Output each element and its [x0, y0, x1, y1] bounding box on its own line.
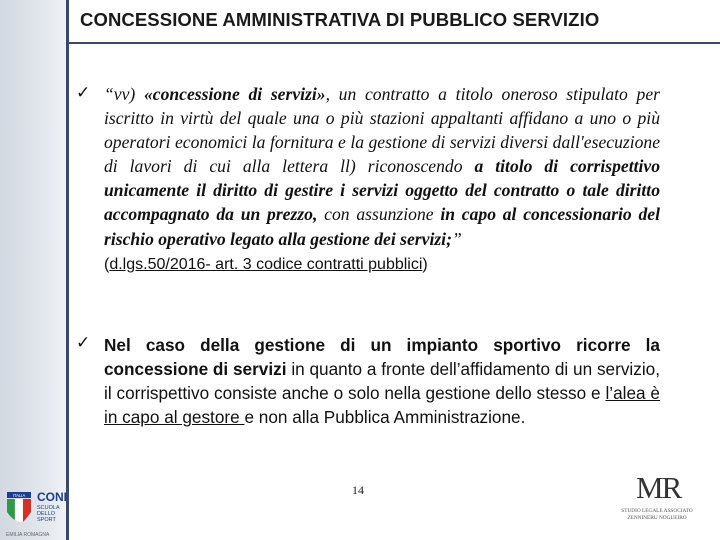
caption-line: ZENNINERU NOGUEIRO — [627, 515, 687, 521]
text-segment: in quanto a fronte dell’affidamento di un servizio, il corrispettivo consiste anche o solo nella gestione dello stesso e — [104, 359, 660, 404]
coni-subtitle-line: SCUOLA — [37, 505, 60, 511]
text-segment-emphasis: «concessione di servizi» — [143, 84, 326, 104]
checkmark-icon: ✓ — [76, 333, 91, 352]
coni-region: EMILIA ROMAGNA — [6, 532, 50, 538]
text-segment-underlined: l’alea è in capo al gestore — [104, 383, 660, 428]
law-firm-caption — [608, 508, 706, 522]
shield-label: ITALIA — [12, 492, 26, 498]
citation-link[interactable]: d.lgs.50/2016- art. 3 codice contratti pubblici — [109, 255, 423, 273]
frame-vertical-line — [66, 0, 69, 540]
bullet-text — [104, 333, 660, 429]
caption-line: STUDIO LEGALE ASSOCIATO — [621, 508, 693, 514]
coni-subtitle-line: DELLO SPORT — [37, 511, 56, 523]
monogram-mark: MR — [636, 470, 681, 505]
coni-subtitle — [37, 505, 66, 523]
law-firm-logo — [608, 470, 706, 534]
text-segment-emphasis: a titolo di corrispettivo unicamente il diritto di gestire i servizi oggetto del contratto o tale diritto accompagnato da un prezzo, — [104, 156, 660, 225]
checkmark-icon: ✓ — [76, 83, 91, 102]
left-sidebar-band — [0, 0, 66, 540]
text-segment: “vv) — [104, 84, 144, 104]
text-segment: , un contratto a titolo oneroso stipulato per iscritto in virtù del quale una o più stazioni appaltanti affidano a uno o più operatori economici la fornitura e la gestione di servizi diversi dall'esecuzione di lavori di cui alla lettera ll) riconoscendo — [104, 84, 660, 177]
page-number: 14 — [352, 483, 364, 497]
bullet-text — [104, 82, 660, 277]
citation-open: ( — [104, 255, 110, 273]
title-underline — [68, 42, 720, 44]
coni-brand: CONI — [37, 490, 67, 504]
text-segment: e non alla Pubblica Amministrazione. — [244, 407, 526, 428]
text-segment: ” — [451, 228, 462, 249]
text-segment: con assunzione — [317, 204, 441, 225]
text-segment-bold: Nel caso della gestione di un impianto sportivo ricorre la concessione di servizi — [104, 335, 660, 380]
italia-shield-icon — [6, 492, 32, 524]
coni-logo — [4, 487, 66, 540]
slide-title: CONCESSIONE AMMINISTRATIVA DI PUBBLICO SERVIZIO — [80, 9, 600, 30]
text-segment-emphasis: in capo al concessionario del rischio operativo legato alla gestione dei servizi; — [104, 204, 660, 249]
citation-close: ) — [422, 255, 428, 273]
bullet-item-sports-facility — [76, 333, 660, 429]
legal-citation — [104, 253, 428, 277]
bullet-item-definition — [76, 82, 660, 277]
